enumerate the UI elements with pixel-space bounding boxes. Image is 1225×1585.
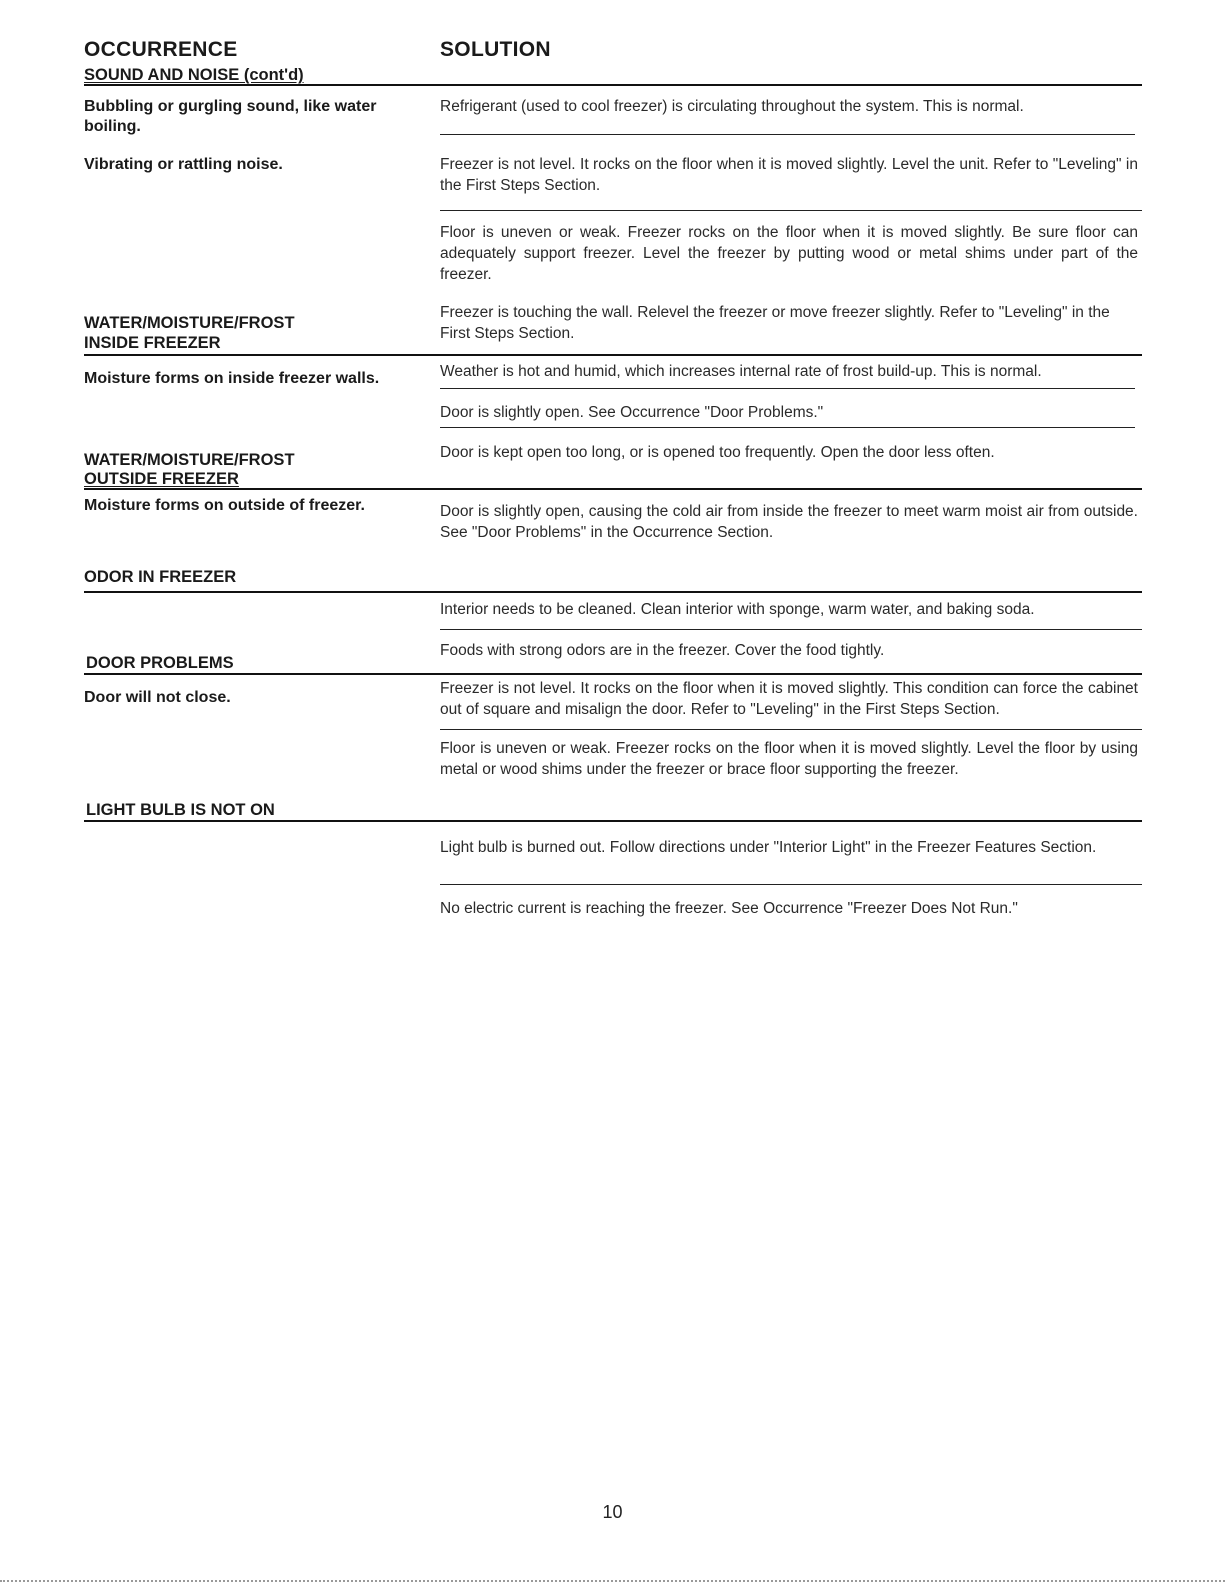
occurrence-bubbling: Bubbling or gurgling sound, like water boiling. (84, 98, 377, 135)
solution-door-open-outside: Door is slightly open, causing the cold air from inside the freezer to meet warm moist air from outside. See "Door Problems" in the Occurrence Section. (440, 503, 1138, 541)
occurrence-vibrating: Vibrating or rattling noise. (84, 156, 283, 173)
solution-weather: Weather is hot and humid, which increases internal rate of frost build-up. This is normal. (440, 363, 1042, 380)
occurrence-door-not-close: Door will not close. (84, 689, 231, 706)
section-frost-outside-line1: WATER/MOISTURE/FROST (84, 451, 295, 469)
occurrence-header: OCCURRENCE (84, 38, 238, 61)
section-light-bulb: LIGHT BULB IS NOT ON (86, 801, 275, 819)
solution-divider (440, 210, 1142, 211)
section-frost-inside-line2: INSIDE FREEZER (84, 334, 221, 352)
page-number: 10 (602, 1502, 623, 1522)
solution-refrigerant: Refrigerant (used to cool freezer) is circulating throughout the system. This is normal. (440, 98, 1024, 115)
section-rule (84, 488, 1142, 490)
section-rule (84, 84, 1142, 86)
solution-touching-wall: Freezer is touching the wall. Relevel the freezer or move freezer slightly. Refer to "Leveling" in the First Steps Section. (440, 304, 1110, 342)
solution-interior-clean: Interior needs to be cleaned. Clean interior with sponge, warm water, and baking soda. (440, 601, 1035, 618)
page-bottom-edge (0, 1580, 1225, 1582)
solution-not-level: Freezer is not level. It rocks on the floor when it is moved slightly. Level the unit. Refer to "Leveling" in the First Steps Section. (440, 156, 1138, 194)
solution-no-current: No electric current is reaching the freezer. See Occurrence "Freezer Does Not Run." (440, 900, 1018, 917)
occurrence-moisture-outside: Moisture forms on outside of freezer. (84, 497, 365, 514)
occurrence-moisture-inside: Moisture forms on inside freezer walls. (84, 370, 380, 387)
solution-divider (440, 884, 1142, 885)
section-rule (84, 591, 1142, 593)
section-frost-inside-line1: WATER/MOISTURE/FROST (84, 314, 295, 332)
solution-header: SOLUTION (440, 38, 551, 61)
solution-divider (440, 427, 1135, 428)
solution-divider (440, 729, 1142, 730)
section-sound-and-noise: SOUND AND NOISE (cont'd) (84, 66, 304, 84)
solution-door-open: Door is slightly open. See Occurrence "Door Problems." (440, 404, 824, 421)
solution-door-not-level: Freezer is not level. It rocks on the floor when it is moved slightly. This condition can force the cabinet out of square and misalign the door. Refer to "Leveling" in the First Steps Section. (440, 680, 1138, 718)
solution-divider (440, 388, 1135, 389)
section-rule (84, 820, 1142, 822)
solution-door-floor-uneven: Floor is uneven or weak. Freezer rocks on the floor when it is moved slightly. Level the floor by using metal or wood shims under the freezer or brace floor supporting the freezer. (440, 740, 1138, 778)
section-rule (84, 673, 1142, 675)
solution-divider (440, 629, 1142, 630)
solution-divider (440, 134, 1135, 135)
solution-door-kept-open: Door is kept open too long, or is opened too frequently. Open the door less often. (440, 444, 995, 461)
section-odor: ODOR IN FREEZER (84, 568, 237, 586)
solution-strong-odors: Foods with strong odors are in the freezer. Cover the food tightly. (440, 642, 885, 659)
section-rule (84, 354, 1142, 356)
solution-bulb-burned: Light bulb is burned out. Follow directions under "Interior Light" in the Freezer Features Section. (440, 839, 1097, 856)
solution-floor-uneven: Floor is uneven or weak. Freezer rocks on the floor when it is moved slightly. Be sure floor can adequately support freezer. Level the freezer by putting wood or metal shims under part of the freezer. (440, 224, 1138, 283)
section-frost-outside-line2: OUTSIDE FREEZER (84, 470, 239, 488)
section-door-problems: DOOR PROBLEMS (86, 654, 234, 672)
